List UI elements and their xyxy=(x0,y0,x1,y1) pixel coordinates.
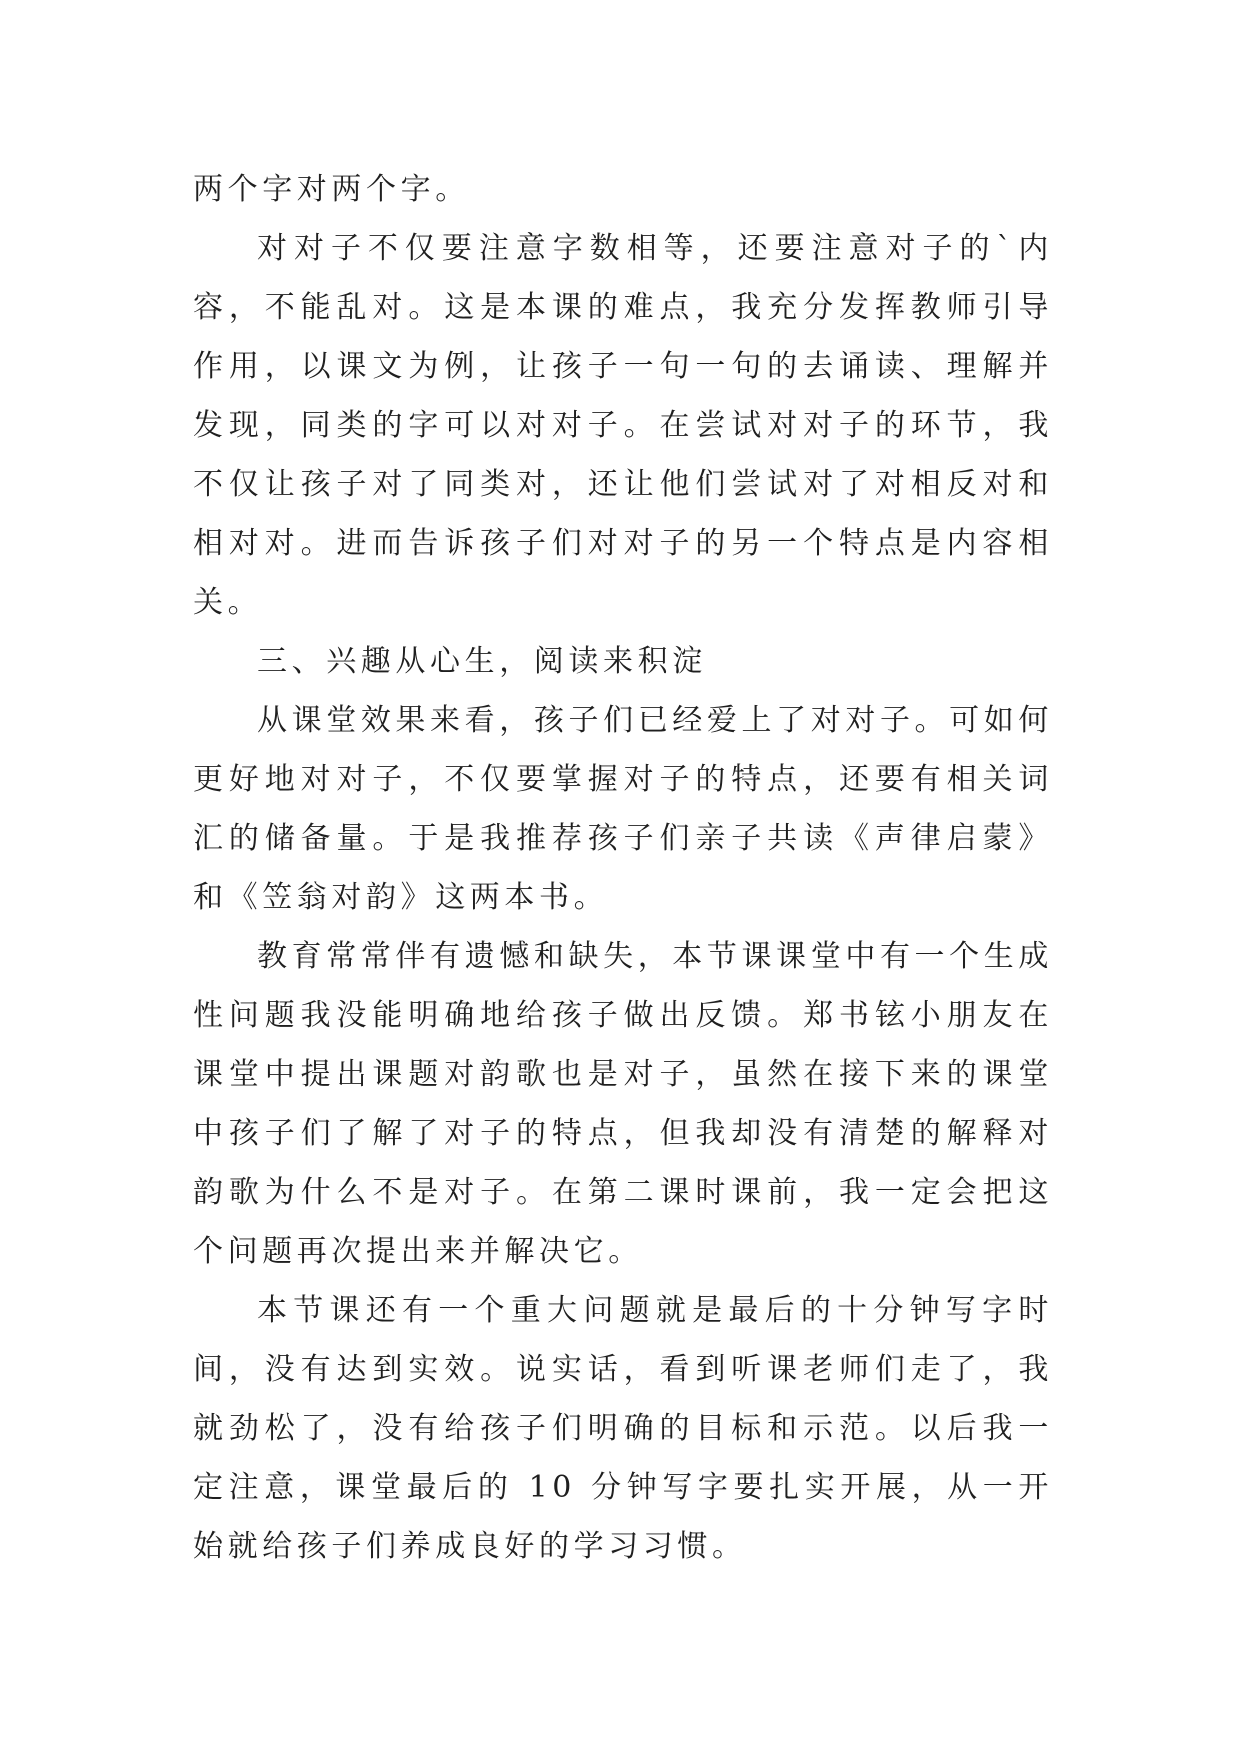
paragraph-couplet-content: 对对子不仅要注意字数相等，还要注意对子的`内容，不能乱对。这是本课的难点，我充分发挥教师引导作用，以课文为例，让孩子一句一句的去诵读、理解并发现，同类的字可以对对子。在尝试对对子的环节，我不仅让孩子对了同类对，还让他们尝试对了对相反对和相对对。进而告诉孩子们对对子的另一个特点是内容相关。 xyxy=(193,231,1053,620)
paragraph-classroom-effect: 从课堂效果来看，孩子们已经爱上了对对子。可如何更好地对对子，不仅要掌握对子的特点，还要有相关词汇的储备量。于是我推荐孩子们亲子共读《声律启蒙》和《笠翁对韵》这两本书。 xyxy=(193,703,1053,915)
paragraph-writing-time: 本节课还有一个重大问题就是最后的十分钟写字时间，没有达到实效。说实话，看到听课老师们走了，我就劲松了，没有给孩子们明确的目标和示范。以后我一定注意，课堂最后的 10 分钟写字要扎实开展，从一开始就给孩子们养成良好的学习习惯。 xyxy=(193,1293,1053,1564)
paragraph-regrets: 教育常常伴有遗憾和缺失，本节课课堂中有一个生成性问题我没能明确地给孩子做出反馈。郑书铉小朋友在课堂中提出课题对韵歌也是对子，虽然在接下来的课堂中孩子们了解了对子的特点，但我却没有清楚的解释对韵歌为什么不是对子。在第二课时课前，我一定会把这个问题再次提出来并解决它。 xyxy=(193,939,1053,1269)
section-heading-interest-reading: 三、兴趣从心生，阅读来积淀 xyxy=(257,644,707,679)
paragraph-continuation: 两个字对两个字。 xyxy=(193,172,470,207)
document-body xyxy=(193,160,1053,1576)
